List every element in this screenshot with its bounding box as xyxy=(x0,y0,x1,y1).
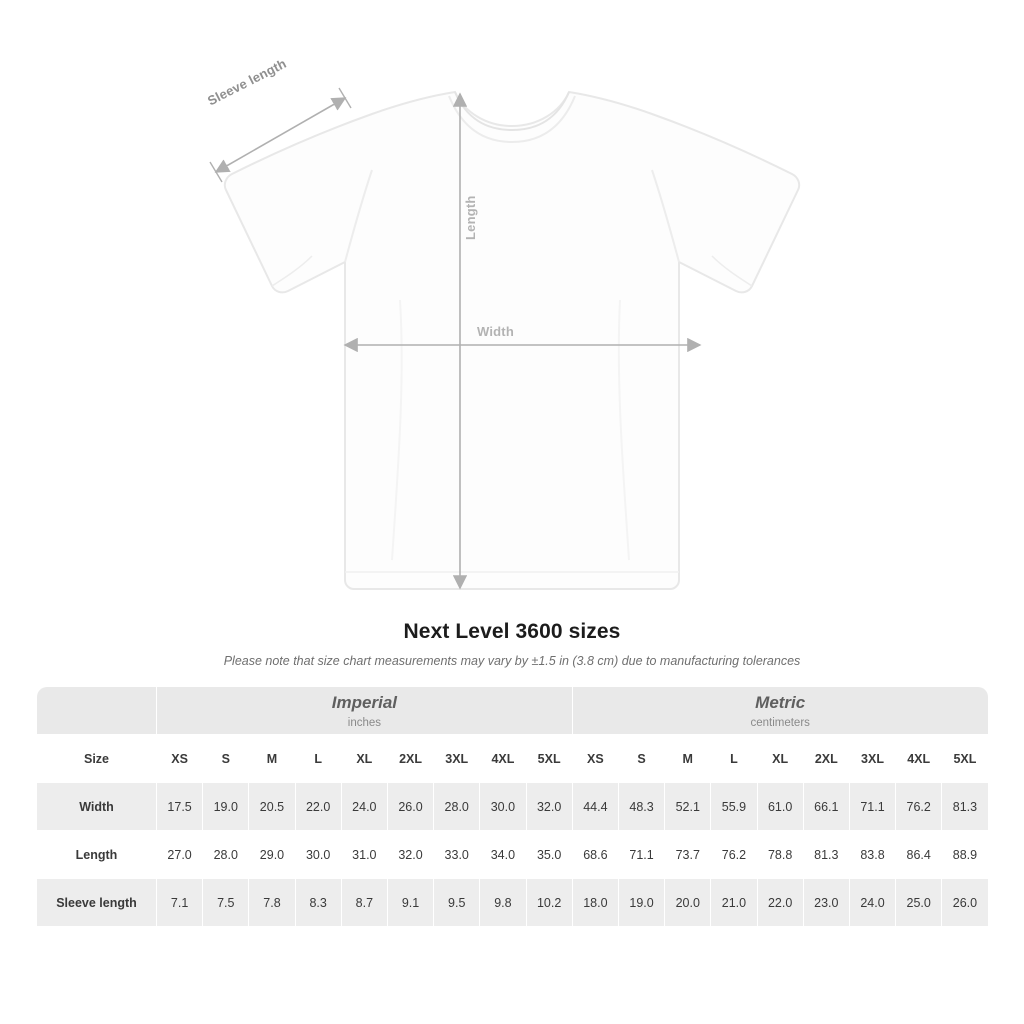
size-header-metric-4xl: 4XL xyxy=(896,735,942,783)
unit-header-row xyxy=(37,687,989,735)
length-metric-xs: 68.6 xyxy=(572,831,618,879)
size-header-imperial-xl: XL xyxy=(341,735,387,783)
width-metric-3xl: 71.1 xyxy=(849,783,895,831)
unit-header-metric xyxy=(572,687,988,735)
row-label-length: Length xyxy=(37,831,157,879)
size-header-imperial-3xl: 3XL xyxy=(434,735,480,783)
width-imperial-3xl: 28.0 xyxy=(434,783,480,831)
sleeve-metric-s: 19.0 xyxy=(618,879,664,927)
length-imperial-3xl: 33.0 xyxy=(434,831,480,879)
size-header-metric-s: S xyxy=(618,735,664,783)
size-header-imperial-5xl: 5XL xyxy=(526,735,572,783)
sleeve-imperial-2xl: 9.1 xyxy=(387,879,433,927)
width-imperial-5xl: 32.0 xyxy=(526,783,572,831)
width-imperial-2xl: 26.0 xyxy=(387,783,433,831)
size-table-wrapper xyxy=(36,686,988,927)
sleeve-metric-l: 21.0 xyxy=(711,879,757,927)
length-metric-2xl: 81.3 xyxy=(803,831,849,879)
unit-name-metric: Metric xyxy=(755,692,806,712)
sleeve-imperial-xs: 7.1 xyxy=(157,879,203,927)
table-row-length xyxy=(37,831,989,879)
sleeve-metric-m: 20.0 xyxy=(665,879,711,927)
width-metric-4xl: 76.2 xyxy=(896,783,942,831)
length-imperial-l: 30.0 xyxy=(295,831,341,879)
size-header-metric-m: M xyxy=(665,735,711,783)
tolerance-note: Please note that size chart measurements may vary by ±1.5 in (3.8 cm) due to manufacturing tolerances xyxy=(223,654,801,668)
width-imperial-xs: 17.5 xyxy=(157,783,203,831)
length-imperial-4xl: 34.0 xyxy=(480,831,526,879)
unit-name-imperial: Imperial xyxy=(331,692,397,712)
size-header-metric-3xl: 3XL xyxy=(849,735,895,783)
length-imperial-m: 29.0 xyxy=(249,831,295,879)
length-metric-5xl: 88.9 xyxy=(942,831,988,879)
sleeve-length-label: Sleeve length xyxy=(205,55,289,109)
size-table xyxy=(36,686,989,927)
width-metric-s: 48.3 xyxy=(618,783,664,831)
sleeve-metric-xl: 22.0 xyxy=(757,879,803,927)
width-metric-xl: 61.0 xyxy=(757,783,803,831)
length-metric-4xl: 86.4 xyxy=(896,831,942,879)
length-imperial-xs: 27.0 xyxy=(157,831,203,879)
unit-sub-imperial: inches xyxy=(347,716,382,729)
length-metric-3xl: 83.8 xyxy=(849,831,895,879)
size-header-row xyxy=(37,735,989,783)
length-metric-s: 71.1 xyxy=(618,831,664,879)
title-block xyxy=(0,620,1024,668)
length-imperial-xl: 31.0 xyxy=(341,831,387,879)
size-header-imperial-m: M xyxy=(249,735,295,783)
length-imperial-5xl: 35.0 xyxy=(526,831,572,879)
length-imperial-s: 28.0 xyxy=(203,831,249,879)
sleeve-metric-xs: 18.0 xyxy=(572,879,618,927)
sleeve-metric-4xl: 25.0 xyxy=(896,879,942,927)
width-metric-xs: 44.4 xyxy=(572,783,618,831)
sleeve-imperial-5xl: 10.2 xyxy=(526,879,572,927)
width-metric-5xl: 81.3 xyxy=(942,783,988,831)
sleeve-metric-5xl: 26.0 xyxy=(942,879,988,927)
size-header-metric-xl: XL xyxy=(757,735,803,783)
width-imperial-s: 19.0 xyxy=(203,783,249,831)
width-imperial-l: 22.0 xyxy=(295,783,341,831)
table-row-width xyxy=(37,783,989,831)
sleeve-imperial-3xl: 9.5 xyxy=(434,879,480,927)
sleeve-imperial-s: 7.5 xyxy=(203,879,249,927)
size-header-label: Size xyxy=(37,735,157,783)
size-header-imperial-s: S xyxy=(203,735,249,783)
width-imperial-m: 20.5 xyxy=(249,783,295,831)
size-header-metric-l: L xyxy=(711,735,757,783)
width-metric-l: 55.9 xyxy=(711,783,757,831)
length-imperial-2xl: 32.0 xyxy=(387,831,433,879)
width-imperial-xl: 24.0 xyxy=(341,783,387,831)
length-metric-l: 76.2 xyxy=(711,831,757,879)
length-metric-m: 73.7 xyxy=(665,831,711,879)
unit-sub-metric: centimeters xyxy=(750,716,810,729)
unit-header-imperial xyxy=(157,687,573,735)
sleeve-imperial-xl: 8.7 xyxy=(341,879,387,927)
size-header-metric-5xl: 5XL xyxy=(942,735,988,783)
row-label-sleeve-length: Sleeve length xyxy=(37,879,157,927)
size-header-metric-xs: XS xyxy=(572,735,618,783)
size-header-imperial-xs: XS xyxy=(157,735,203,783)
table-row-sleeve-length xyxy=(37,879,989,927)
row-label-width: Width xyxy=(37,783,157,831)
size-header-imperial-2xl: 2XL xyxy=(387,735,433,783)
sleeve-metric-2xl: 23.0 xyxy=(803,879,849,927)
length-metric-xl: 78.8 xyxy=(757,831,803,879)
width-metric-2xl: 66.1 xyxy=(803,783,849,831)
size-header-imperial-l: L xyxy=(295,735,341,783)
sleeve-imperial-4xl: 9.8 xyxy=(480,879,526,927)
sleeve-metric-3xl: 24.0 xyxy=(849,879,895,927)
sleeve-imperial-m: 7.8 xyxy=(249,879,295,927)
size-header-imperial-4xl: 4XL xyxy=(480,735,526,783)
page-title: Next Level 3600 sizes xyxy=(403,620,621,643)
width-label: Width xyxy=(477,324,514,339)
width-imperial-4xl: 30.0 xyxy=(480,783,526,831)
length-label: Length xyxy=(463,195,478,240)
sleeve-imperial-l: 8.3 xyxy=(295,879,341,927)
size-header-metric-2xl: 2XL xyxy=(803,735,849,783)
width-metric-m: 52.1 xyxy=(665,783,711,831)
table-corner-cell xyxy=(37,687,157,735)
